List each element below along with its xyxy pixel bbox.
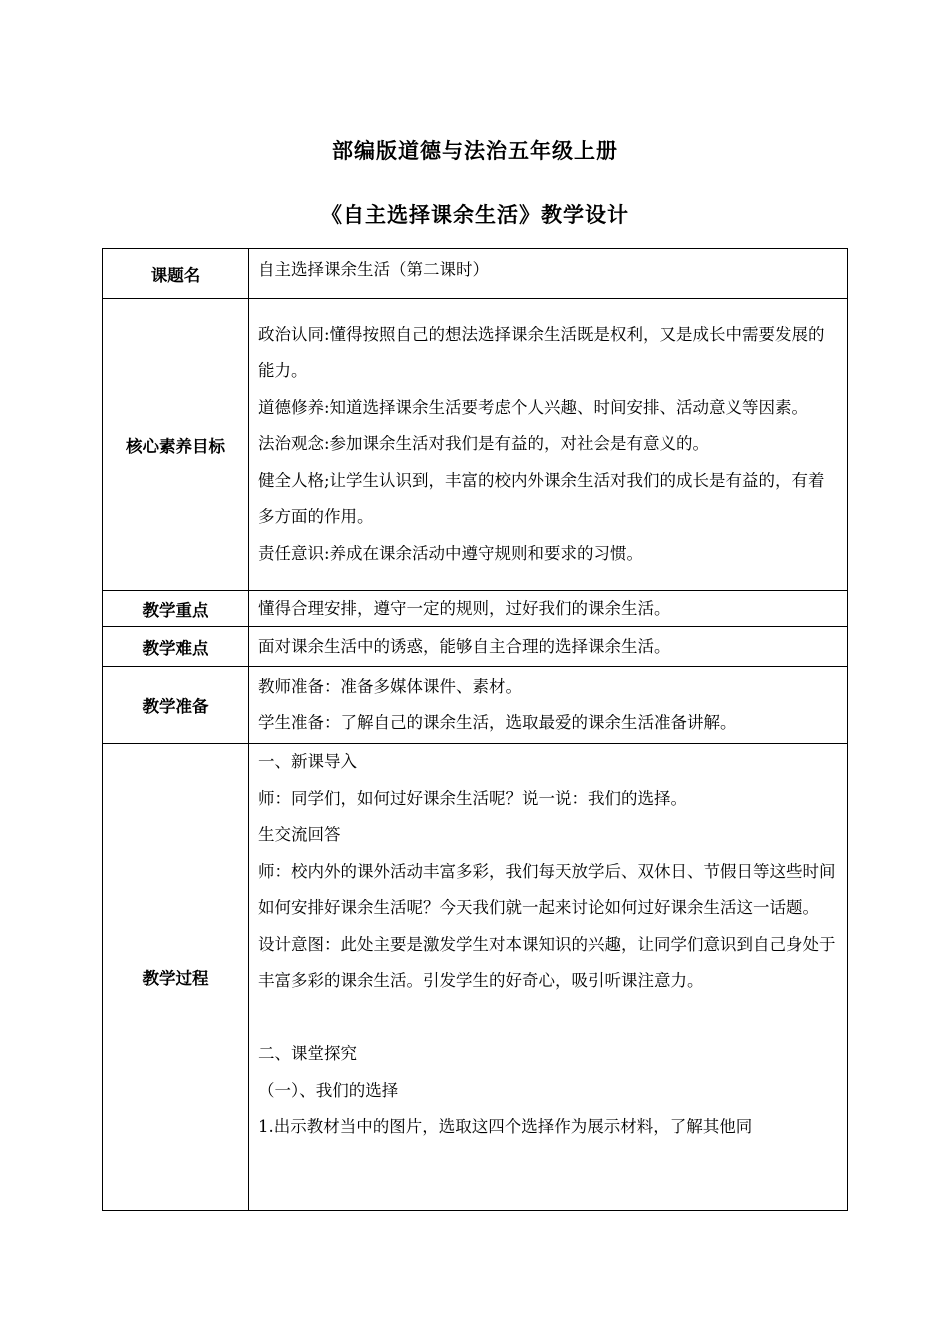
prep-item: 教师准备：准备多媒体课件、素材。 bbox=[258, 676, 522, 696]
row-difficulty bbox=[103, 627, 848, 667]
process-item: 生交流回答 bbox=[258, 825, 341, 844]
row-preparation bbox=[103, 667, 848, 744]
core-item: 政治认同:懂得按照自己的想法选择课余生活既是权利，又是成长中需要发展的能力。 bbox=[258, 324, 825, 381]
process-item: 师：同学们，如何过好课余生活呢？说一说：我们的选择。 bbox=[258, 788, 687, 808]
core-item: 法治观念:参加课余生活对我们是有益的，对社会是有意义的。 bbox=[258, 434, 710, 454]
blank-line bbox=[258, 1000, 837, 1037]
value-process bbox=[249, 744, 848, 1211]
label-topic: 课题名 bbox=[103, 249, 249, 299]
value-core bbox=[249, 299, 848, 591]
process-item: （一）、我们的选择 bbox=[258, 1080, 399, 1100]
row-topic bbox=[103, 249, 848, 299]
core-item: 道德修养:知道选择课余生活要考虑个人兴趣、时间安排、活动意义等因素。 bbox=[258, 397, 809, 417]
label-difficulty: 教学难点 bbox=[103, 627, 249, 667]
lesson-plan-table bbox=[102, 248, 848, 1211]
core-item: 健全人格;让学生认识到，丰富的校内外课余生活对我们的成长是有益的，有着多方面的作用。 bbox=[258, 470, 825, 527]
process-item: 二、课堂探究 bbox=[258, 1044, 357, 1063]
core-item: 责任意识:养成在课余活动中遵守规则和要求的习惯。 bbox=[258, 543, 644, 563]
process-item: 一、新课导入 bbox=[258, 752, 357, 771]
doc-title-line1: 部编版道德与法治五年级上册 bbox=[332, 139, 618, 163]
row-key-point bbox=[103, 591, 848, 627]
label-key-point: 教学重点 bbox=[103, 591, 249, 627]
process-item: 设计意图：此处主要是激发学生对本课知识的兴趣，让同学们意识到自己身处于丰富多彩的课余生活。引发学生的好奇心，吸引听课注意力。 bbox=[258, 934, 836, 990]
row-core bbox=[103, 299, 848, 591]
doc-title-line2: 《自主选择课余生活》教学设计 bbox=[321, 203, 629, 227]
value-key-point: 懂得合理安排，遵守一定的规则，过好我们的课余生活。 bbox=[249, 591, 848, 627]
label-process: 教学过程 bbox=[103, 744, 249, 1211]
label-core: 核心素养目标 bbox=[103, 299, 249, 591]
process-item: 师：校内外的课外活动丰富多彩，我们每天放学后、双休日、节假日等这些时间如何安排好课余生活呢？今天我们就一起来讨论如何过好课余生活这一话题。 bbox=[258, 861, 836, 917]
prep-item: 学生准备：了解自己的课余生活，选取最爱的课余生活准备讲解。 bbox=[258, 713, 737, 732]
row-process bbox=[103, 744, 848, 1211]
value-difficulty: 面对课余生活中的诱惑，能够自主合理的选择课余生活。 bbox=[249, 627, 848, 667]
value-preparation bbox=[249, 667, 848, 744]
value-topic: 自主选择课余生活（第二课时） bbox=[249, 249, 848, 299]
process-item: 1.出示教材当中的图片，选取这四个选择作为展示材料，了解其他同 bbox=[258, 1117, 753, 1136]
label-preparation: 教学准备 bbox=[103, 667, 249, 744]
